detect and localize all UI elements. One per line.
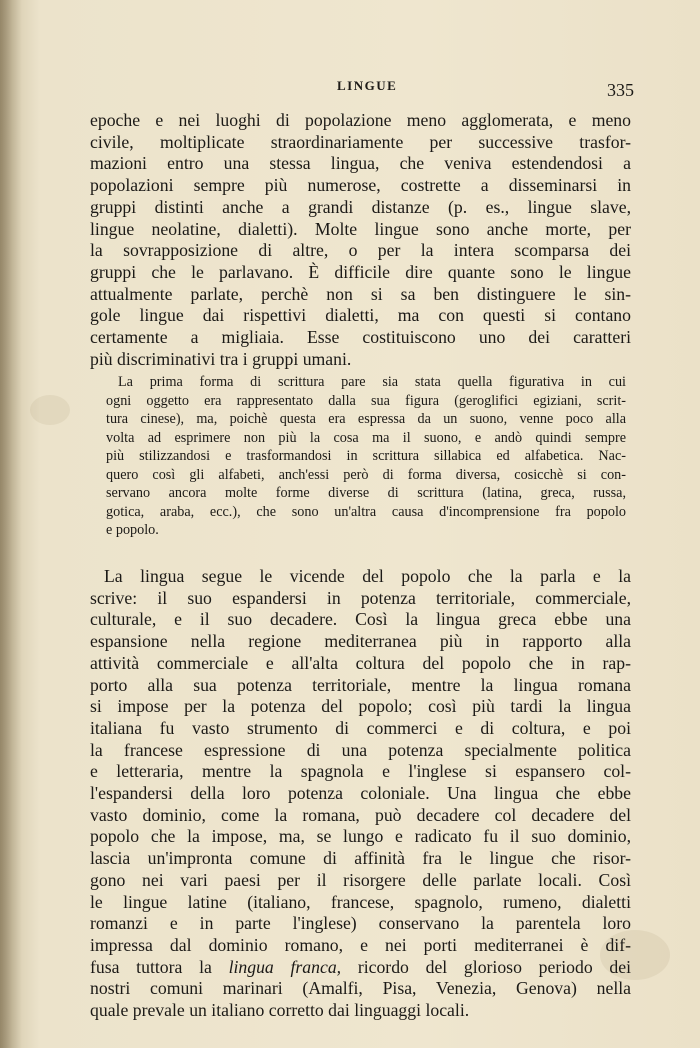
binding-shadow [0, 0, 22, 1048]
text-line: romanzi e in parte l'inglese) conservano la parentela loro [90, 913, 631, 934]
text-line: l'espandersi della loro potenza coloniale. Una lingua che ebbe [90, 783, 631, 804]
text-segment: fusa tuttora la [90, 956, 212, 977]
text-line: italiana fu vasto strumento di commerci e di coltura, e poi [90, 717, 631, 738]
text-line: nostri comuni marinari (Amalfi, Pisa, Venezia, Genova) nella [90, 978, 631, 999]
text-line: la francese espressione di una potenza specialmente politica [90, 739, 631, 760]
text-line: lascia un'impronta comune di affinità fra le lingue che risor- [90, 848, 631, 869]
note-line: quero così gli alfabeti, anch'essi però di forma diversa, cosicchè si con- [106, 466, 626, 483]
text-line: popolazioni sempre più numerose, costrette a disseminarsi in [90, 175, 631, 196]
text-line: culturale, e il suo decadere. Così la lingua greca ebbe una [90, 609, 631, 630]
text-line: popolo che la impose, ma, se lungo e radicato fu il suo dominio, [90, 826, 631, 847]
note-line: ogni oggetto era rappresentato dalla sua figura (geroglifici egiziani, scrit- [106, 392, 626, 409]
text-segment: ricordo del glorioso periodo dei [357, 956, 631, 977]
text-line: quale prevale un italiano corretto dai linguaggi locali. [90, 1000, 470, 1021]
text-line-mixed [90, 957, 631, 979]
text-line: espansione nella regione mediterranea più in rapporto alla [90, 631, 631, 652]
text-line: gruppi che le parlavano. È difficile dire quante sono le lingue [90, 261, 631, 282]
text-line: le lingue latine (italiano, francese, spagnolo, rumeno, dialetti [90, 891, 631, 912]
paper-stain [30, 395, 70, 425]
note-line: più stilizzandosi e trasformandosi in scrittura sillabica ed alfabetica. Nac- [106, 448, 626, 464]
text-line: la sovrapposizione di altre, o per la intera scomparsa dei [90, 240, 631, 261]
paragraph-2 [90, 566, 631, 1022]
note-line: volta ad esprimere non più la cosa ma il suono, e andò quindi sempre [106, 429, 626, 446]
footnote-block [106, 373, 626, 540]
text-line: gruppi distinti anche a grandi distanze (p. es., lingue slave, [90, 196, 631, 217]
running-title: LINGUE [337, 78, 398, 93]
text-line: La lingua segue le vicende del popolo che la parla e la [104, 566, 631, 586]
text-line: civile, moltiplicate straordinariamente per successive trasfor- [90, 131, 631, 152]
text-line: epoche e nei luoghi di popolazione meno agglomerata, e meno [90, 110, 631, 130]
text-line: porto alla sua potenza territoriale, mentre la lingua romana [90, 674, 631, 695]
text-line: attualmente parlate, perchè non si sa ben distinguere le sin- [90, 283, 631, 304]
text-line: più discriminativi tra i gruppi umani. [90, 348, 352, 369]
text-line: gole lingue dai rispettivi dialetti, ma con questi si contano [90, 305, 631, 326]
text-line: lingue neolatine, dialetti). Molte lingue sono anche morte, per [90, 218, 631, 239]
note-line: servano ancora molte forme diverse di scrittura (latina, greca, russa, [106, 485, 626, 501]
italic-term: lingua franca, [228, 956, 342, 977]
text-line: scrive: il suo espandersi in potenza territoriale, commerciale, [90, 587, 631, 608]
note-line: e popolo. [106, 522, 159, 538]
text-line: vasto dominio, come la romana, può decadere col decadere del [90, 804, 631, 825]
paragraph-1 [90, 110, 631, 370]
text-line: mazioni entro una stessa lingua, che veniva estendendosi a [90, 153, 631, 174]
note-line: tura cinese), ma, poichè questa era espressa da un suono, venne poco alla [106, 411, 626, 427]
text-line: certamente a migliaia. Esse costituiscono uno dei caratteri [90, 327, 631, 348]
page-number: 335 [607, 80, 634, 100]
text-line: e letteraria, mentre la spagnola e l'inglese si espansero col- [90, 761, 631, 782]
note-line: La prima forma di scrittura pare sia stata quella figurativa in cui [118, 374, 626, 390]
note-line: gotica, araba, ecc.), che sono un'altra causa d'incomprensione fra popolo [106, 503, 626, 520]
text-line: impressa dal dominio romano, e nei porti mediterranei è dif- [90, 934, 631, 955]
text-line: gono nei vari paesi per il risorgere delle parlate locali. Così [90, 869, 631, 890]
text-line: si impose per la potenza del popolo; così più tardi la lingua [90, 696, 631, 717]
text-line: attività commerciale e all'alta coltura del popolo che in rap- [90, 652, 631, 673]
